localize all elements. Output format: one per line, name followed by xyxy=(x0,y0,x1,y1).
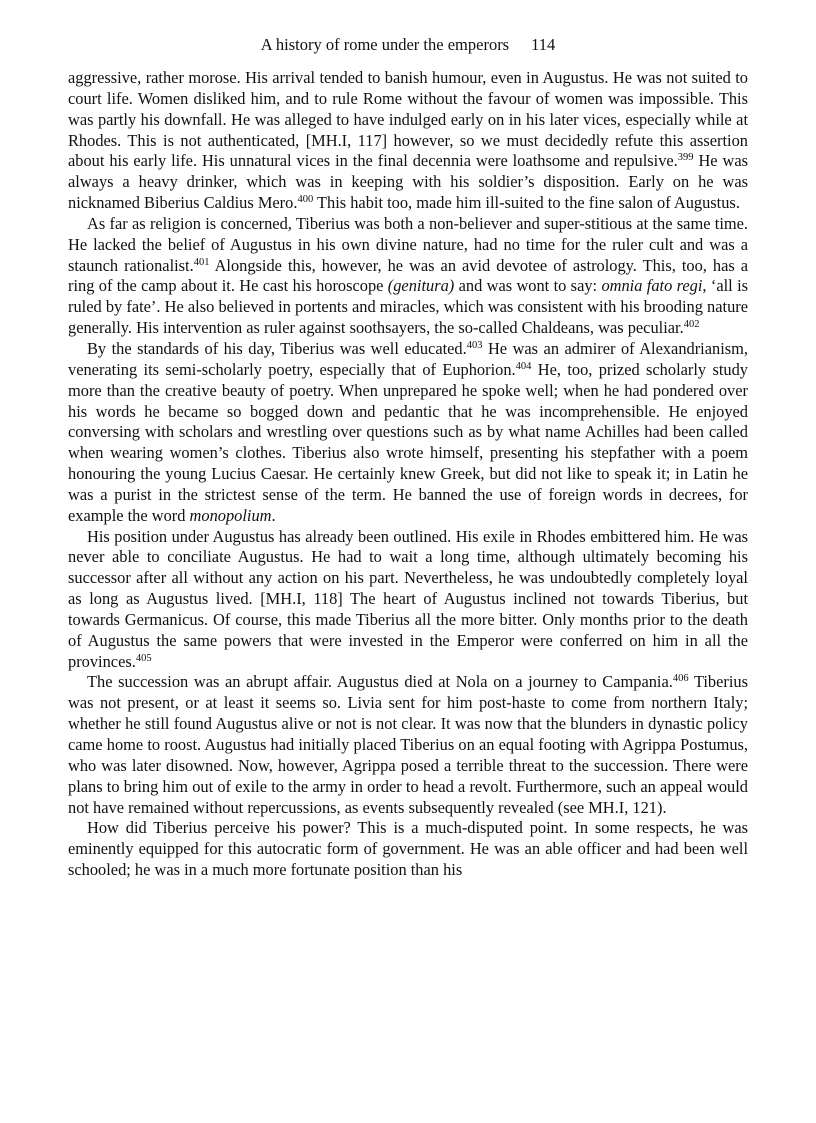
footnote-ref[interactable]: 405 xyxy=(135,652,152,664)
text-run: He, too, prized scholarly study more than the creative beauty of poetry. When unprepared he spoke well; when he had pondered over his words he became so bogged down and pedantic that he was incomprehensible. He enjoyed conversing with scholars and wrestling over questions such as by what name Achilles had been called when wearing women’s clothes. Tiberius also wrote himself, presenting his stepfather with a poem honouring the young Lucius Caesar. He certainly knew Greek, but did not like to speak it; in Latin he was a purist in the strictest sense of the term. He banned the use of foreign words in decrees, for example the word xyxy=(68,359,748,525)
footnote-ref[interactable]: 402 xyxy=(683,319,700,331)
text-run: Tiberius was not present, or at least it seems so. Livia sent for him post-haste to come from northern Italy; whether he still found Augustus alive or not is not clear. It was now that the blunders in dynastic policy came home to roost. Augustus had initially placed Tiberius on an equal footing with Agrippa Postumus, who was later disowned. Now, however, Agrippa posed a terrible threat to the succession. There were plans to bring him out of exile to the army in order to head a revolt. Furthermore, such an appeal would not have remained without repercussions, as events subsequently revealed (see MH.I, 121). xyxy=(68,672,748,817)
text-run: This habit too, made him ill-suited to the fine salon of Augustus. xyxy=(313,193,740,213)
italic-text: omnia fato regi, xyxy=(601,276,707,296)
paragraph xyxy=(68,214,748,339)
text-run: . xyxy=(271,505,276,525)
text-run: Alongside this, however, he was an avid devotee of astrology. This, too, has a ring of the camp about it. He cast his horoscope xyxy=(68,255,748,296)
text-run: aggressive, rather morose. His arrival tended to banish humour, even in Augustus. He was not suited to court life. Women disliked him, and to rule Rome without the favour of women was impossible. This was partly his downfall. He was alleged to have indulged early on in his later vices, especially while at Rhodes. This is not authenticated, [MH.I, 117] however, so we must decidedly refute this assertion about his early life. His unnatural vices in the final decennia were loathsome and repulsive. xyxy=(68,68,748,171)
text-run: and was wont to say: xyxy=(454,276,602,296)
footnote-ref[interactable]: 399 xyxy=(677,152,694,164)
text-run: His position under Augustus has already been outlined. His exile in Rhodes embittered him. He was never able to conciliate Augustus. He had to wait a long time, although ultimately becoming his successor after all without any action on his part. Nevertheless, he was undoubtedly completely loyal as long as Augustus lived. [MH.I, 118] The heart of Augustus inclined not towards Tiberius, but towards Germanicus. Of course, this made Tiberius all the more bitter. Only months prior to the death of Augustus the same powers that were invested in the Emperor were conferred on him in all the provinces. xyxy=(68,526,748,671)
text-run: By the standards of his day, Tiberius was well educated. xyxy=(87,338,467,358)
footnote-ref[interactable]: 403 xyxy=(466,339,483,351)
footnote-ref[interactable]: 400 xyxy=(297,194,314,206)
paragraph xyxy=(68,68,748,214)
book-title: A history of rome under the emperors xyxy=(260,35,510,54)
paragraph xyxy=(68,672,748,818)
footnote-ref[interactable]: 404 xyxy=(515,360,532,372)
text-run: How did Tiberius perceive his power? This is a much-disputed point. In some respects, he was eminently equipped for this autocratic form of government. He was an able officer and had been well schooled; he was in a much more fortunate position than his xyxy=(68,818,748,880)
page-body xyxy=(68,68,748,881)
text-run: ‘all is ruled by fate’. He also believed in portents and miracles, which was consistent with his brooding nature generally. His intervention as ruler against soothsayers, the so-called Chaldeans, was peculiar. xyxy=(68,276,749,338)
paragraph xyxy=(68,818,748,881)
paragraph xyxy=(68,339,748,527)
italic-text: monopolium xyxy=(189,505,272,525)
footnote-ref[interactable]: 401 xyxy=(193,256,210,268)
text-run: The succession was an abrupt affair. Augustus died at Nola on a journey to Campania. xyxy=(87,672,673,692)
running-header xyxy=(0,35,816,55)
text-run: He was always a heavy drinker, which was in keeping with his soldier’s disposition. Early on he was nicknamed Biberius Caldius Mero. xyxy=(68,151,748,213)
text-run: He was an admirer of Alexandrianism, venerating its semi-scholarly poetry, especially that of Euphorion. xyxy=(68,338,748,379)
paragraph xyxy=(68,527,748,673)
italic-text: (genitura) xyxy=(387,276,455,296)
footnote-ref[interactable]: 406 xyxy=(672,673,689,685)
text-run: As far as religion is concerned, Tiberius was both a non-believer and super-stitious at the same time. He lacked the belief of Augustus in his own divine nature, had no time for the ruler cult and was a staunch rationalist. xyxy=(68,213,748,275)
page-number: 114 xyxy=(531,35,556,54)
